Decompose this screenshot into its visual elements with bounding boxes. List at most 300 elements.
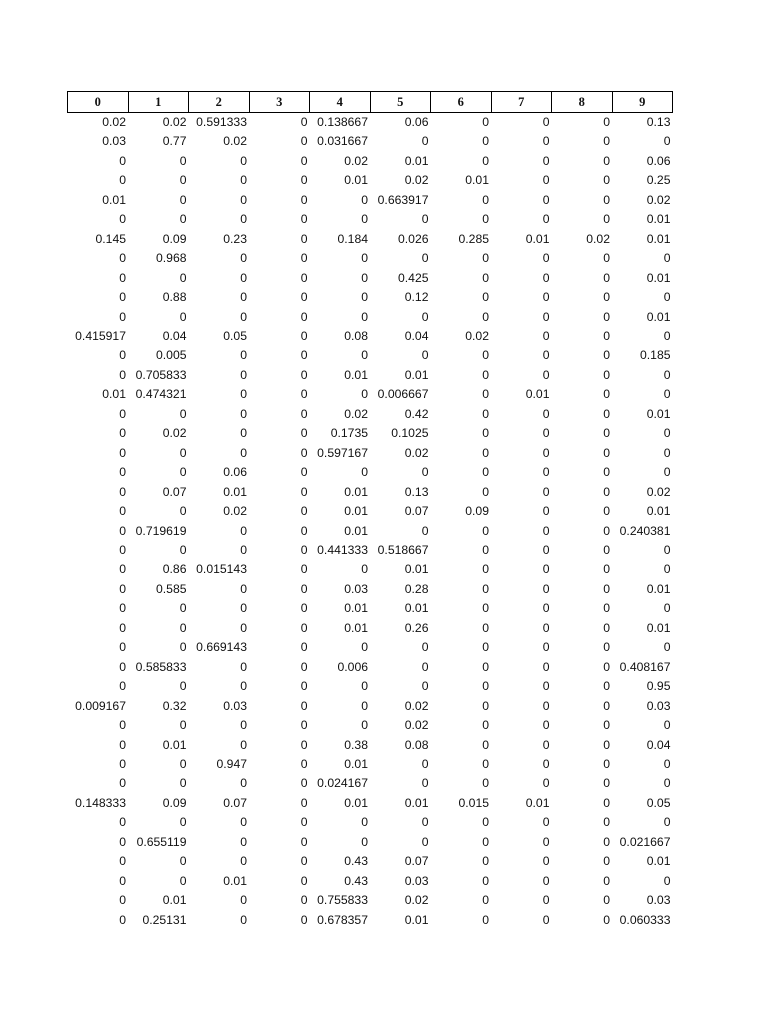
- table-cell: 0: [421, 309, 429, 324]
- table-cell: 0: [603, 698, 610, 713]
- column-header: 9: [612, 92, 673, 113]
- table-cell: 0: [482, 270, 489, 285]
- table-cell: 0: [663, 465, 671, 480]
- table-cell: 0: [603, 445, 610, 460]
- table-row: [68, 619, 673, 638]
- table-cell: 0: [663, 251, 671, 266]
- table-cell: 0: [663, 542, 671, 557]
- table-cell: 0: [119, 270, 126, 285]
- table-row: [68, 152, 673, 171]
- table-cell: 0.01: [525, 387, 550, 402]
- table-cell: 0: [542, 504, 550, 519]
- table-cell: 0: [663, 290, 671, 305]
- table-row: [68, 502, 673, 521]
- table-cell: 0: [240, 776, 247, 791]
- table-cell: 0.08: [404, 737, 429, 752]
- table-cell: 0: [119, 815, 126, 830]
- table-cell: 0: [240, 834, 247, 849]
- table-cell: 0: [482, 873, 489, 888]
- table-cell: 0.01: [344, 173, 368, 188]
- table-cell: 0.01: [646, 854, 671, 869]
- table-cell: 0: [119, 484, 126, 499]
- table-cell: 0: [421, 776, 429, 791]
- table-cell: 0.06: [646, 153, 671, 168]
- table-cell: 0.04: [646, 737, 671, 752]
- table-cell: 0: [300, 504, 308, 519]
- table-cell: 0: [542, 270, 550, 285]
- table-cell: 0: [179, 620, 187, 635]
- table-cell: 0: [603, 212, 610, 227]
- table-cell: 0: [482, 523, 489, 538]
- table-cell: 0: [542, 718, 550, 733]
- table-cell: 0: [482, 192, 489, 207]
- table-cell: 0: [179, 542, 187, 557]
- table-row: [68, 813, 673, 832]
- table-cell: 0: [240, 815, 247, 830]
- table-cell: 0: [603, 153, 610, 168]
- table-cell: 0.669143: [196, 640, 247, 655]
- table-cell: 0: [179, 270, 187, 285]
- table-cell: 0: [542, 562, 550, 577]
- table-cell: 0: [542, 679, 550, 694]
- table-cell: 0: [603, 912, 610, 927]
- table-cell: 0.474321: [135, 387, 187, 402]
- table-cell: 0: [361, 698, 368, 713]
- table-row: [68, 716, 673, 735]
- table-cell: 0: [300, 231, 308, 246]
- table-row: [68, 911, 673, 930]
- table-cell: 0.09: [465, 504, 489, 519]
- table-cell: 0: [240, 153, 247, 168]
- table-row: [68, 891, 673, 910]
- table-cell: 0: [603, 873, 610, 888]
- table-cell: 0.03: [646, 698, 671, 713]
- table-cell: 0: [119, 601, 126, 616]
- table-cell: 0.02: [404, 718, 429, 733]
- table-cell: 0.060333: [619, 912, 671, 927]
- table-cell: 0: [300, 815, 308, 830]
- table-cell: 0: [603, 173, 610, 188]
- table-cell: 0.01: [344, 504, 368, 519]
- table-cell: 0.08: [344, 328, 368, 343]
- table-cell: 0: [300, 367, 308, 382]
- table-cell: 0: [240, 542, 247, 557]
- table-cell: 0: [482, 581, 489, 596]
- table-cell: 0.02: [404, 445, 429, 460]
- table-cell: 0: [663, 445, 671, 460]
- table-cell: 0: [179, 776, 187, 791]
- table-cell: 0: [603, 601, 610, 616]
- table-cell: 0.01: [404, 912, 429, 927]
- table-cell: 0.408167: [619, 659, 671, 674]
- table-cell: 0: [421, 523, 429, 538]
- table-row: [68, 249, 673, 268]
- table-cell: 0.32: [162, 698, 187, 713]
- table-cell: 0: [603, 251, 610, 266]
- table-cell: 0: [361, 270, 368, 285]
- table-cell: 0: [119, 562, 126, 577]
- table-row: [68, 599, 673, 618]
- table-cell: 0: [240, 912, 247, 927]
- table-cell: 0: [421, 348, 429, 363]
- table-cell: 0: [603, 523, 610, 538]
- table-cell: 0: [542, 542, 550, 557]
- table-cell: 0.01: [525, 795, 550, 810]
- table-cell: 0: [300, 270, 308, 285]
- table-cell: 0.01: [162, 737, 187, 752]
- table-cell: 0.01: [223, 484, 247, 499]
- table-cell: 0: [119, 873, 126, 888]
- table-cell: 0: [300, 192, 308, 207]
- table-row: [68, 444, 673, 463]
- table-cell: 0: [603, 290, 610, 305]
- table-cell: 0.947: [216, 756, 247, 771]
- table-cell: 0.597167: [317, 445, 368, 460]
- table-cell: 0: [119, 718, 126, 733]
- table-cell: 0: [482, 912, 489, 927]
- table-cell: 0: [361, 562, 368, 577]
- table-cell: 0.01: [404, 367, 429, 382]
- table-cell: 0: [179, 756, 187, 771]
- table-cell: 0.03: [404, 873, 429, 888]
- table-cell: 0: [663, 387, 671, 402]
- table-cell: 0: [179, 445, 187, 460]
- table-row: [68, 327, 673, 346]
- table-cell: 0: [421, 815, 429, 830]
- table-cell: 0.02: [223, 134, 247, 149]
- table-cell: 0: [663, 134, 671, 149]
- table-cell: 0: [542, 737, 550, 752]
- table-cell: 0.031667: [317, 134, 368, 149]
- table-cell: 0: [119, 640, 126, 655]
- table-cell: 0: [603, 737, 610, 752]
- table-cell: 0: [300, 115, 308, 129]
- table-row: [68, 560, 673, 579]
- table-cell: 0: [603, 776, 610, 791]
- table-cell: 0.184: [337, 231, 368, 246]
- table-cell: 0: [482, 815, 489, 830]
- table-cell: 0.591333: [196, 115, 247, 129]
- table-cell: 0: [482, 620, 489, 635]
- table-cell: 0: [603, 893, 610, 908]
- column-header: 0: [68, 92, 129, 113]
- table-cell: 0.01: [646, 581, 671, 596]
- table-cell: 0.03: [646, 893, 671, 908]
- table-cell: 0: [421, 756, 429, 771]
- table-cell: 0.02: [404, 893, 429, 908]
- table-cell: 0: [482, 659, 489, 674]
- table-row: [68, 346, 673, 365]
- table-cell: 0.705833: [135, 367, 187, 382]
- table-cell: 0: [663, 815, 671, 830]
- table-cell: 0.12: [404, 290, 429, 305]
- table-cell: 0: [179, 679, 187, 694]
- table-cell: 0: [482, 212, 489, 227]
- table-cell: 0.95: [646, 679, 671, 694]
- table-cell: 0: [240, 192, 247, 207]
- table-cell: 0: [300, 406, 308, 421]
- column-header: 1: [128, 92, 189, 113]
- table-cell: 0: [300, 834, 308, 849]
- table-cell: 0.05: [223, 328, 247, 343]
- table-cell: 0: [119, 893, 126, 908]
- table-cell: 0: [240, 854, 247, 869]
- table-cell: 0: [300, 251, 308, 266]
- table-cell: 0: [119, 776, 126, 791]
- table-cell: 0: [179, 406, 187, 421]
- table-cell: 0: [542, 367, 550, 382]
- table-cell: 0.02: [646, 192, 671, 207]
- table-row: [68, 774, 673, 793]
- table-cell: 0: [663, 718, 671, 733]
- table-cell: 0.02: [102, 115, 126, 129]
- table-cell: 0.02: [344, 153, 368, 168]
- table-cell: 0: [663, 601, 671, 616]
- table-cell: 0: [542, 484, 550, 499]
- table-cell: 0: [421, 659, 429, 674]
- table-cell: 0: [603, 328, 610, 343]
- table-cell: 0.01: [344, 484, 368, 499]
- table-body: [68, 113, 673, 931]
- table-row: [68, 736, 673, 755]
- table-cell: 0.02: [646, 484, 671, 499]
- table-cell: 0.03: [344, 581, 368, 596]
- table-cell: 0: [542, 290, 550, 305]
- table-cell: 0.01: [102, 192, 126, 207]
- table-cell: 0.07: [404, 504, 429, 519]
- table-cell: 0.02: [223, 504, 247, 519]
- table-cell: 0: [482, 698, 489, 713]
- table-cell: 0.01: [646, 406, 671, 421]
- table-cell: 0: [300, 620, 308, 635]
- table-cell: 0: [240, 523, 247, 538]
- table-cell: 0: [119, 212, 126, 227]
- table-cell: 0: [300, 445, 308, 460]
- table-cell: 0: [542, 601, 550, 616]
- table-row: [68, 580, 673, 599]
- table-cell: 0: [361, 212, 368, 227]
- table-cell: 0: [482, 562, 489, 577]
- table-cell: 0.01: [646, 309, 671, 324]
- column-header: 2: [189, 92, 250, 113]
- column-header: 8: [552, 92, 613, 113]
- table-cell: 0: [179, 173, 187, 188]
- table-cell: 0.01: [646, 270, 671, 285]
- table-cell: 0: [119, 153, 126, 168]
- table-cell: 0.01: [646, 212, 671, 227]
- table-row: [68, 541, 673, 560]
- table-cell: 0.006667: [377, 387, 429, 402]
- table-row: [68, 852, 673, 871]
- table-cell: 0.01: [344, 620, 368, 635]
- table-cell: 0: [663, 426, 671, 441]
- table-row: [68, 308, 673, 327]
- table-cell: 0: [119, 426, 126, 441]
- table-row: [68, 483, 673, 502]
- table-cell: 0.006: [337, 659, 368, 674]
- table-cell: 0: [300, 523, 308, 538]
- table-cell: 0: [542, 873, 550, 888]
- table-cell: 0: [179, 309, 187, 324]
- table-cell: 0: [300, 134, 308, 149]
- table-cell: 0: [663, 776, 671, 791]
- table-row: [68, 269, 673, 288]
- table-cell: 0: [300, 309, 308, 324]
- table-cell: 0: [542, 776, 550, 791]
- table-cell: 0.02: [162, 115, 187, 129]
- table-cell: 0: [603, 659, 610, 674]
- table-cell: 0: [482, 309, 489, 324]
- table-cell: 0: [482, 776, 489, 791]
- table-cell: 0: [603, 406, 610, 421]
- table-cell: 0: [300, 348, 308, 363]
- table-cell: 0: [542, 406, 550, 421]
- table-cell: 0.01: [344, 795, 368, 810]
- table-cell: 0.01: [404, 562, 429, 577]
- table-cell: 0.07: [223, 795, 247, 810]
- table-cell: 0: [119, 756, 126, 771]
- table-cell: 0: [482, 679, 489, 694]
- table-cell: 0: [179, 873, 187, 888]
- table-cell: 0.01: [404, 153, 429, 168]
- table-cell: 0.01: [162, 893, 187, 908]
- table-cell: 0.585833: [135, 659, 187, 674]
- table-cell: 0: [482, 718, 489, 733]
- table-cell: 0.02: [465, 328, 489, 343]
- table-header: [68, 92, 673, 113]
- table-row: [68, 794, 673, 813]
- table-cell: 0.04: [404, 328, 429, 343]
- table-cell: 0: [179, 504, 187, 519]
- table-cell: 0: [361, 309, 368, 324]
- table-cell: 0.01: [465, 173, 489, 188]
- table-cell: 0: [542, 426, 550, 441]
- table-cell: 0.02: [404, 698, 429, 713]
- column-header: 3: [249, 92, 310, 113]
- table-cell: 0: [482, 893, 489, 908]
- table-cell: 0: [300, 679, 308, 694]
- table-cell: 0: [300, 718, 308, 733]
- table-cell: 0: [300, 290, 308, 305]
- table-cell: 0: [482, 737, 489, 752]
- table-cell: 0.026: [398, 231, 429, 246]
- table-cell: 0: [300, 542, 308, 557]
- table-cell: 0: [300, 601, 308, 616]
- table-row: [68, 230, 673, 249]
- table-cell: 0.185: [640, 348, 671, 363]
- table-cell: 0.09: [162, 795, 187, 810]
- table-cell: 0: [482, 115, 489, 129]
- table-cell: 0: [119, 659, 126, 674]
- table-cell: 0: [482, 134, 489, 149]
- table-cell: 0: [542, 445, 550, 460]
- table-cell: 0: [240, 893, 247, 908]
- table-cell: 0.719619: [135, 523, 187, 538]
- table-cell: 0: [482, 601, 489, 616]
- table-cell: 0.005: [156, 348, 187, 363]
- table-cell: 0: [542, 912, 550, 927]
- table-cell: 0.25: [646, 173, 671, 188]
- table-cell: 0.01: [646, 231, 671, 246]
- table-row: [68, 385, 673, 404]
- table-cell: 0: [119, 523, 126, 538]
- table-cell: 0.425: [398, 270, 429, 285]
- table-cell: 0: [179, 465, 187, 480]
- table-cell: 0.01: [344, 601, 368, 616]
- table-row: [68, 872, 673, 891]
- table-cell: 0: [240, 387, 247, 402]
- table-cell: 0: [240, 173, 247, 188]
- table-cell: 0: [300, 795, 308, 810]
- table-cell: 0: [421, 465, 429, 480]
- table-cell: 0: [119, 445, 126, 460]
- table-cell: 0.415917: [75, 328, 126, 343]
- table-cell: 0: [603, 718, 610, 733]
- table-cell: 0: [603, 387, 610, 402]
- table-cell: 0: [240, 581, 247, 596]
- table-cell: 0.240381: [619, 523, 671, 538]
- table-cell: 0.021667: [619, 834, 671, 849]
- column-header: 7: [491, 92, 552, 113]
- table-cell: 0: [300, 776, 308, 791]
- table-cell: 0: [542, 834, 550, 849]
- table-cell: 0: [119, 348, 126, 363]
- table-cell: 0: [542, 640, 550, 655]
- table-cell: 0: [300, 173, 308, 188]
- table-cell: 0.38: [344, 737, 368, 752]
- table-cell: 0.07: [162, 484, 187, 499]
- data-table: [67, 91, 673, 930]
- table-cell: 0.25131: [142, 912, 187, 927]
- table-cell: 0.01: [646, 504, 671, 519]
- table-cell: 0: [421, 134, 429, 149]
- table-cell: 0: [663, 756, 671, 771]
- table-cell: 0: [119, 542, 126, 557]
- table-cell: 0: [542, 251, 550, 266]
- table-cell: 0: [300, 212, 308, 227]
- table-cell: 0: [179, 212, 187, 227]
- table-cell: 0: [361, 387, 368, 402]
- table-cell: 0: [542, 659, 550, 674]
- table-cell: 0: [119, 465, 126, 480]
- table-cell: 0: [542, 153, 550, 168]
- header-row: [68, 92, 673, 113]
- table-row: [68, 833, 673, 852]
- table-cell: 0: [119, 173, 126, 188]
- table-cell: 0: [240, 659, 247, 674]
- table-cell: 0.015143: [196, 562, 247, 577]
- table-cell: 0: [300, 873, 308, 888]
- table-cell: 0: [300, 893, 308, 908]
- table-cell: 0: [421, 251, 429, 266]
- table-cell: 0: [482, 756, 489, 771]
- table-cell: 0.42: [404, 406, 429, 421]
- table-cell: 0: [603, 562, 610, 577]
- table-cell: 0: [603, 192, 610, 207]
- table-cell: 0.13: [646, 115, 671, 129]
- table-cell: 0: [542, 465, 550, 480]
- table-row: [68, 424, 673, 443]
- table-cell: 0.148333: [75, 795, 126, 810]
- table-cell: 0.655119: [136, 834, 187, 849]
- table-cell: 0: [663, 562, 671, 577]
- table-cell: 0: [603, 426, 610, 441]
- table-cell: 0.04: [162, 328, 187, 343]
- table-cell: 0: [300, 387, 308, 402]
- table-cell: 0: [240, 212, 247, 227]
- table-cell: 0: [542, 523, 550, 538]
- table-cell: 0.01: [223, 873, 247, 888]
